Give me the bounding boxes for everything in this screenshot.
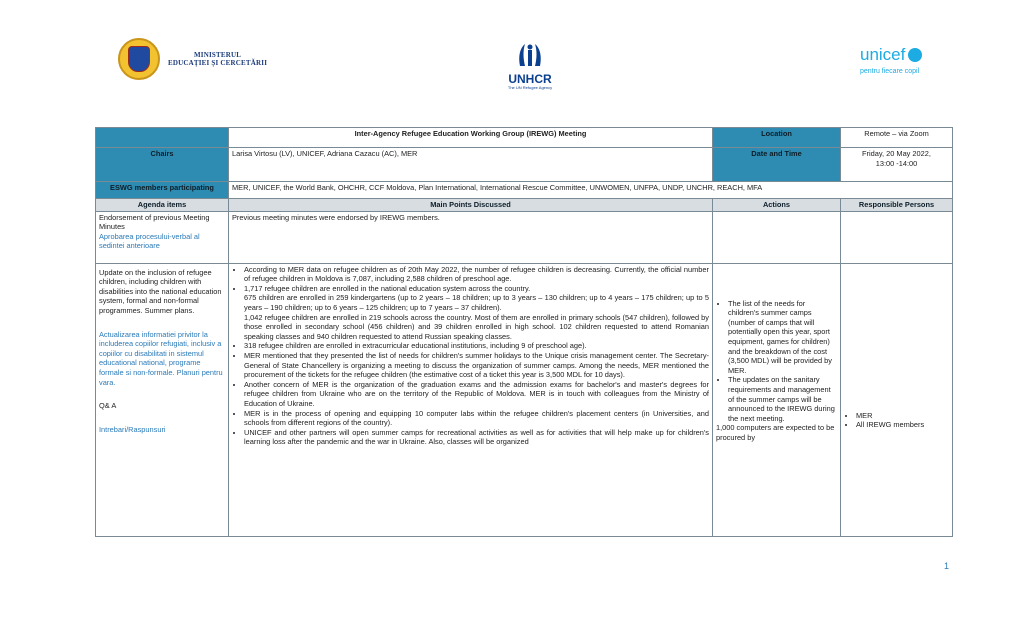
date-label: Date and Time xyxy=(713,148,841,182)
point-item: • UNICEF and other partners will open summer camps for recreational activities as well as for activities that will help make up for children's learning loss after the pandemic and the war in Ukraine. Also, classes will be organized xyxy=(244,428,709,447)
location-label: Location xyxy=(713,128,841,148)
date-line-1: Friday, 20 May 2022, xyxy=(862,149,931,158)
actions-2 xyxy=(713,263,841,536)
unicef-name: unicef xyxy=(860,45,906,64)
col-header-agenda: Agenda items xyxy=(96,199,229,212)
agenda-item-1-ro: Aprobarea procesului-verbal al sedintei anterioare xyxy=(99,231,200,251)
agenda-row-2 xyxy=(96,263,953,536)
unhcr-subtitle: The UN Refugee Agency xyxy=(507,85,553,90)
agenda-row-1 xyxy=(96,211,953,263)
agenda-item-1 xyxy=(96,211,229,263)
agenda-item-2-ro: Actualizarea informatiei privitor la includerea copiilor refugiati, inclusiv a copiilor cu disabilitati in sistemul educational national, programe formale si non-formale. Planuri pentru vara. xyxy=(99,329,223,387)
point-item: 675 children are enrolled in 259 kindergartens (up to 2 years – 18 children; up to 3 years – 130 children; up to 4 years – 175 children; up to 5 years – 190 children; up to 6 years – 125 children; up to 7 years – 37 children). xyxy=(244,293,709,312)
chairs-label: Chairs xyxy=(96,148,229,182)
ministry-line-2: EDUCAȚIEI ȘI CERCETĂRII xyxy=(168,59,268,67)
point-item: • According to MER data on refugee children as of 20th May 2022, the number of refugee children is decreasing. Currently, the official number of refugee children in Moldova is 7,087, including 2,588 children of preschool age. xyxy=(244,265,709,284)
actions-1 xyxy=(713,211,841,263)
unhcr-hands-icon xyxy=(512,40,548,68)
empty-header-cell xyxy=(96,128,229,148)
ministry-line-1: MINISTERUL xyxy=(194,51,242,59)
col-header-points: Main Points Discussed xyxy=(229,199,713,212)
points-1: Previous meeting minutes were endorsed by IREWG members. xyxy=(229,211,713,263)
point-item: • Another concern of MER is the organization of the graduation exams and the admission exams for bachelor's and master's degrees for refugee children from Ukraine who are on the territory of the Republic of Moldova. MER is in touch with colleagues from the Ministry of Education of Ukraine. xyxy=(244,380,709,409)
meeting-title: Inter-Agency Refugee Education Working Group (IREWG) Meeting xyxy=(229,128,713,148)
unhcr-name: UNHCR xyxy=(508,72,552,86)
point-item: • MER is in the process of opening and equipping 10 computer labs within the refugee children's placement centers (in Universities, and schools from different regions of the country). xyxy=(244,409,709,428)
responsible-2 xyxy=(841,263,953,536)
action-item: • The list of the needs for children's summer camps (number of camps that will potentially open this year, sport equipment, games for children) and the breakdown of the cost (3,500 MDL) will be provided by MER. xyxy=(728,299,837,376)
agenda-item-2-en: Update on the inclusion of refugee children, including children with disabilities into the national education system, formal and non-formal programmes. Summer plans. xyxy=(99,267,222,315)
point-item: • 1,717 refugee children are enrolled in the national education system across the country. xyxy=(244,284,709,294)
points-list xyxy=(232,265,709,447)
action-tail: 1,000 computers are expected to be procured by xyxy=(716,423,835,442)
date-line-2: 13:00 -14:00 xyxy=(875,158,918,168)
agenda-item-1-en: Endorsement of previous Meeting Minutes xyxy=(99,212,210,232)
action-item: • The updates on the sanitary requirements and management of the summer camps will be announced to the IREWG during the next meeting. xyxy=(728,375,837,423)
responsible-list xyxy=(844,411,949,430)
point-item: 1,042 refugee children are enrolled in 219 schools across the country. Most of them are enrolled in primary schools (547 children), followed by those enrolled in secondary school (456 children) and 39 children enrolled in high school. 102 children requested to attend Romanian speaking classes and 940 children requested to attend Russian speaking classes. xyxy=(244,312,709,341)
responsible-item: • All IREWG members xyxy=(856,420,949,430)
points-2 xyxy=(229,263,713,536)
unhcr-logo xyxy=(500,40,560,90)
date-value xyxy=(841,148,953,182)
point-item: • 318 refugee children are enrolled in extracurricular educational institutions, including 9 of preschool age). xyxy=(244,341,709,351)
chairs-row xyxy=(96,148,953,182)
header-logos xyxy=(0,0,1024,110)
ministry-name xyxy=(168,51,267,67)
members-label: ESWG members participating xyxy=(96,182,229,199)
col-header-responsible: Responsible Persons xyxy=(841,199,953,212)
unicef-tagline: pentru fiecare copil xyxy=(860,68,920,75)
page-number: 1 xyxy=(944,561,950,571)
col-header-actions: Actions xyxy=(713,199,841,212)
agenda-qa-ro: Intrebari/Raspunsuri xyxy=(99,424,166,434)
unicef-globe-icon xyxy=(908,48,922,62)
title-row xyxy=(96,128,953,148)
location-value: Remote – via Zoom xyxy=(841,128,953,148)
chairs-value: Larisa Virtosu (LV), UNICEF, Adriana Cazacu (AC), MER xyxy=(229,148,713,182)
unicef-logo xyxy=(860,45,922,75)
agenda-item-2 xyxy=(96,263,229,536)
members-value: MER, UNICEF, the World Bank, OHCHR, CCF Moldova, Plan International, International Rescue Committee, UNWOMEN, UNFPA, UNDP, UNCHR, REACH, MFA xyxy=(229,182,953,199)
agenda-qa: Q& A xyxy=(99,401,117,411)
column-header-row xyxy=(96,199,953,212)
ministry-logo xyxy=(118,38,267,80)
point-item: • MER mentioned that they presented the list of needs for children's summer holidays to the Unique crisis management center. The Secretary-General of State Chancellery is organizing a meeting to discuss the organization of summer camps. Among the needs, MER mentioned the procurement of the tickets for the refugee children (the estimative cost of a ticket this year is 3,500 MDL for 10 days). xyxy=(244,351,709,380)
coat-of-arms-icon xyxy=(118,38,160,80)
members-row xyxy=(96,182,953,199)
responsible-item: • MER xyxy=(856,411,949,421)
meeting-table xyxy=(95,127,953,537)
responsible-1 xyxy=(841,211,953,263)
actions-list xyxy=(716,299,837,424)
